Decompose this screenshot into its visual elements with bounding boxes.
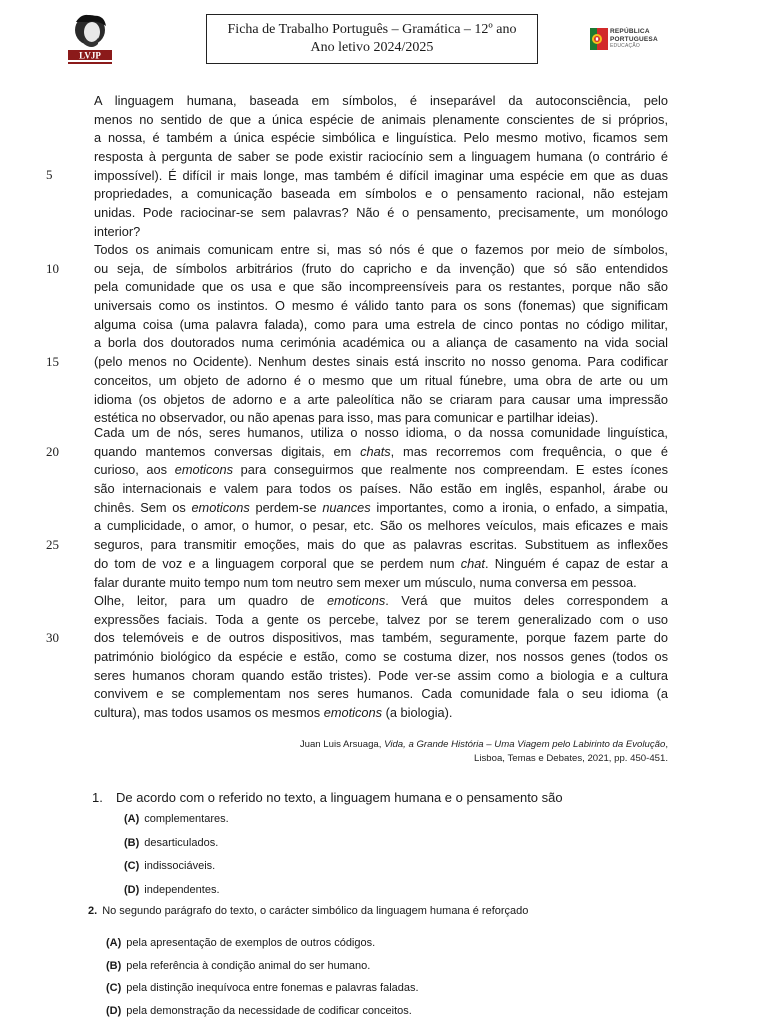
answer-option-c[interactable]	[106, 977, 419, 1000]
option-letter: (A)	[124, 813, 140, 825]
school-logo-icon	[62, 12, 118, 70]
text-line: chinês. Sem os emoticons perdem-se nuances importantes, como a ironia, o enfado, a simpatia,	[94, 499, 668, 515]
answer-option-a[interactable]	[106, 932, 419, 955]
option-text: pela distinção inequívoca entre fonemas e palavras faladas.	[126, 982, 419, 995]
option-text: desarticulados.	[144, 836, 219, 849]
text-line: pela comunidade que os usa e que são incompreensíveis para os restantes, porque não são	[94, 279, 668, 295]
republic-logo-line2: PORTUGUESA	[610, 35, 658, 43]
text-line: expressões faciais. Toda a gente os percebe, talvez por se terem generalizado com o uso	[94, 611, 668, 627]
answer-option-c[interactable]	[124, 855, 229, 879]
text-line: menos no sentido de que a única espécie de animais plenamente conscientes de si próprios,	[94, 111, 668, 127]
text-line: idioma (os objetos de adorno e a arte paleolítica não se criaram para causar uma impressão	[94, 391, 668, 407]
school-logo	[62, 12, 118, 70]
option-letter: (C)	[106, 982, 122, 995]
text-line: cultura), mas todos usamos os mesmos emoticons (a biologia).	[94, 705, 453, 721]
text-line: Olhe, leitor, para um quadro de emoticons. Verá que muitos deles correspondem a	[94, 593, 668, 608]
citation	[300, 738, 668, 766]
option-letter: (B)	[124, 836, 140, 849]
option-text: indissociáveis.	[144, 860, 216, 872]
question-1	[92, 789, 563, 807]
question-prompt: De acordo com o referido no texto, a linguagem humana e o pensamento são	[116, 790, 563, 805]
text-line: património biológico da espécie e estão, como se costuma dizer, nos nossos genes (todos os	[94, 649, 668, 665]
text-line: resposta à pergunta de saber se pode existir raciocínio sem a linguagem humana (o contrário é	[94, 149, 668, 165]
school-year: Ano letivo 2024/2025	[310, 40, 434, 55]
paragraph-1	[94, 92, 668, 242]
line-number-30: 30	[46, 630, 59, 645]
option-text: pela referência à condição animal do ser humano.	[126, 959, 371, 972]
question-number: 2.	[88, 905, 98, 917]
text-line: a cumplicidade, o amor, o humor, o pesar, etc. São os melhores veículos, mais eficazes e mais	[94, 518, 668, 534]
text-line: propriedades, a comunicação baseada em símbolos e o pensamento racional, não estejam	[94, 186, 668, 202]
portugal-emblem-icon	[590, 28, 608, 50]
text-line: A linguagem humana, baseada em símbolos, é inseparável da autoconsciência, pelo	[94, 93, 668, 108]
text-line: estética no observador, ou não apenas para isso, mas para comunicar e partilhar ideias).	[94, 410, 599, 426]
text-line: alguma coisa (uma palavra falada), como para uma estrela de cinco pontas no código militar,	[94, 316, 668, 332]
citation-source: Juan Luis Arsuaga, Vida, a Grande História – Uma Viagem pelo Labirinto da Evolução,	[299, 739, 668, 750]
line-number-20: 20	[46, 444, 59, 459]
text-line: a nossa, é também a única espécie simbólica e linguística. Pelo mesmo motivo, ficamos sem	[94, 130, 668, 146]
text-line: curioso, aos emoticons para conseguirmos que realmente nos compreendam. E estes ícones	[94, 462, 668, 478]
paragraph-3	[94, 424, 668, 592]
answer-option-a[interactable]	[124, 808, 229, 832]
answer-option-b[interactable]	[106, 955, 419, 978]
option-letter: (C)	[124, 860, 140, 872]
paragraph-2	[94, 241, 668, 428]
question-1-options	[124, 808, 229, 902]
text-line: (pelo menos no Ocidente). Nenhum destes sinais está inscrito no nosso genoma. Para codificar	[94, 354, 668, 370]
worksheet-title-box	[206, 14, 538, 64]
option-text: independentes.	[144, 883, 220, 896]
text-line: falar durante muito tempo num tom neutro sem mexer um músculo, numa conversa em pessoa.	[94, 574, 637, 590]
answer-option-b[interactable]	[124, 832, 229, 856]
text-line: a borla dos doutorados numa cerimónia académica ou a aliança de casamento na vida social	[94, 335, 668, 351]
text-line: conceitos, um objeto de adorno é o mesmo que um ritual fúnebre, uma obra de arte ou um	[94, 372, 668, 388]
text-line: unidas. Pode raciocinar-se sem palavras? Não é o pensamento, precisamente, um monólogo	[94, 205, 668, 221]
republic-logo-line3: EDUCAÇÃO	[610, 43, 640, 49]
question-number: 1.	[92, 790, 103, 805]
question-2	[88, 903, 528, 919]
worksheet-title: Ficha de Trabalho Português – Gramática – 12º ano	[227, 22, 517, 37]
line-number-25: 25	[46, 537, 59, 552]
text-line: são internacionais e valem para todos os países. Não estão em inglês, espanhol, árabe ou	[94, 481, 668, 497]
text-line: seres humanos choram quando estão tristes). Pode ver-se assim como a biologia e a cultura	[94, 667, 668, 683]
option-letter: (D)	[124, 883, 140, 896]
question-prompt: No segundo parágrafo do texto, o carácter simbólico da linguagem humana é reforçado	[102, 905, 529, 917]
republic-logo-line1: REPÚBLICA	[610, 28, 650, 35]
line-number-5: 5	[46, 167, 53, 182]
answer-option-d[interactable]	[106, 1000, 419, 1023]
option-letter: (D)	[106, 1004, 122, 1017]
answer-option-d[interactable]	[124, 879, 229, 903]
text-line: seguros, para transmitir emoções, mais do que as palavras escritas. Substituem as inflexões	[94, 537, 668, 553]
line-number-15: 15	[46, 354, 59, 369]
option-letter: (A)	[106, 937, 122, 949]
republic-logo	[590, 26, 670, 62]
citation-publisher: Lisboa, Temas e Debates, 2021, pp. 450-451.	[474, 753, 668, 764]
option-text: pela apresentação de exemplos de outros códigos.	[126, 937, 376, 949]
option-text: pela demonstração da necessidade de codificar conceitos.	[126, 1004, 412, 1017]
text-line: dos telemóveis e de outros dispositivos, mas também, seguramente, porque fazem parte do	[94, 630, 668, 646]
option-letter: (B)	[106, 959, 122, 972]
text-line: convivem e se complementam nos seres humanos. Cada comunidade fala o seu idioma (a	[94, 686, 668, 702]
text-line: impossível). É difícil ir mais longe, mas também é difícil imaginar uma espécie em que as duas	[94, 167, 668, 183]
text-line: universais como os instintos. O mesmo é válido tanto para os sons (fonemas) que significam	[94, 298, 668, 314]
text-line: quando mantemos conversas digitais, em chats, mas recorremos com frequência, o que é	[94, 443, 668, 459]
question-2-options	[106, 932, 419, 1022]
line-number-10: 10	[46, 261, 59, 276]
text-line: Cada um de nós, seres humanos, utiliza o nosso idioma, o da nossa comunidade linguística,	[94, 425, 668, 440]
text-line: Todos os animais comunicam entre si, mas só nós é que o fazemos por meio de símbolos,	[94, 242, 668, 257]
school-logo-text: LVJP	[79, 50, 101, 61]
text-line: interior?	[94, 223, 141, 239]
text-line: do tom de voz e a linguagem corporal que se perdem num chat. Ninguém é capaz de estar a	[94, 555, 668, 571]
paragraph-4	[94, 592, 668, 723]
text-line: ou seja, de símbolos arbitrários (fruto do capricho e da invenção) que só são entendidos	[94, 260, 668, 276]
option-text: complementares.	[144, 813, 229, 825]
